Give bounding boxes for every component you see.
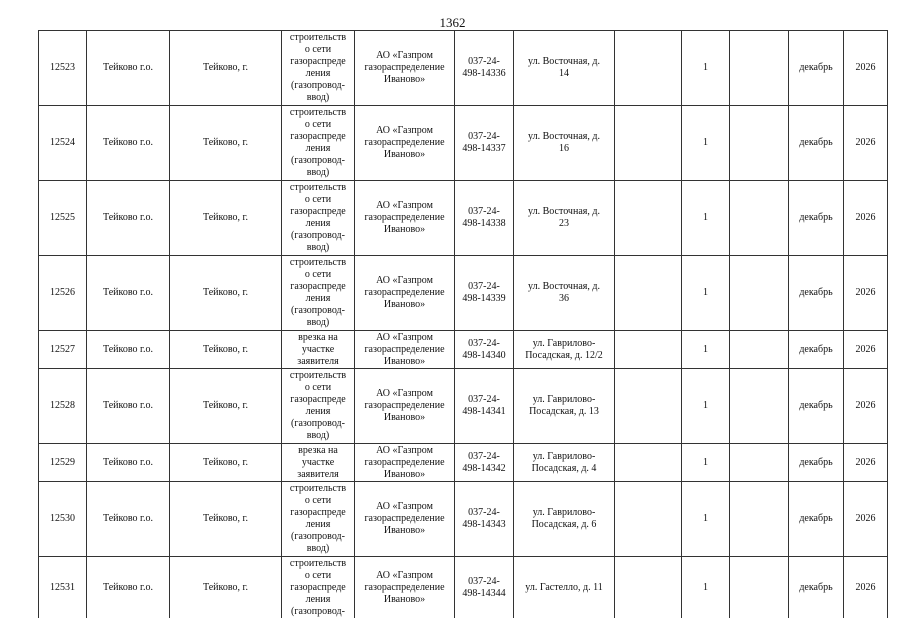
year-cell: 2026 — [844, 31, 888, 106]
row-number: 12531 — [39, 557, 87, 619]
application-code-cell: 037-24- 498-14339 — [455, 256, 514, 331]
month-cell: декабрь — [789, 482, 844, 557]
empty-cell — [730, 557, 789, 619]
year-cell: 2026 — [844, 482, 888, 557]
month-cell: декабрь — [789, 557, 844, 619]
row-number: 12530 — [39, 482, 87, 557]
work-type-cell: строительств о сети газораспреде ления (газопровод- ввод) — [282, 369, 355, 444]
work-type-cell: строительств о сети газораспреде ления (газопровод- ввод) — [282, 31, 355, 106]
district-cell: Тейково г.о. — [87, 331, 170, 369]
quantity-cell: 1 — [682, 369, 730, 444]
application-code-cell: 037-24- 498-14336 — [455, 31, 514, 106]
year-cell: 2026 — [844, 181, 888, 256]
district-cell: Тейково г.о. — [87, 106, 170, 181]
month-cell: декабрь — [789, 369, 844, 444]
work-type-cell: врезка на участке заявителя — [282, 444, 355, 482]
year-cell: 2026 — [844, 369, 888, 444]
organization-cell: АО «Газпром газораспределение Иваново» — [355, 106, 455, 181]
organization-cell: АО «Газпром газораспределение Иваново» — [355, 31, 455, 106]
row-number: 12523 — [39, 31, 87, 106]
locality-cell: Тейково, г. — [170, 31, 282, 106]
locality-cell: Тейково, г. — [170, 444, 282, 482]
empty-cell — [615, 369, 682, 444]
table-row — [39, 557, 888, 619]
work-type-cell: строительств о сети газораспреде ления (газопровод- ввод) — [282, 256, 355, 331]
month-cell: декабрь — [789, 331, 844, 369]
empty-cell — [615, 256, 682, 331]
empty-cell — [730, 369, 789, 444]
table-row — [39, 181, 888, 256]
organization-cell: АО «Газпром газораспределение Иваново» — [355, 482, 455, 557]
application-code-cell: 037-24- 498-14341 — [455, 369, 514, 444]
quantity-cell: 1 — [682, 256, 730, 331]
locality-cell: Тейково, г. — [170, 482, 282, 557]
empty-cell — [730, 31, 789, 106]
quantity-cell: 1 — [682, 181, 730, 256]
address-cell: ул. Гаврилово- Посадская, д. 6 — [514, 482, 615, 557]
row-number: 12527 — [39, 331, 87, 369]
empty-cell — [730, 256, 789, 331]
organization-cell: АО «Газпром газораспределение Иваново» — [355, 557, 455, 619]
address-cell: ул. Гаврилово- Посадская, д. 12/2 — [514, 331, 615, 369]
table-row — [39, 256, 888, 331]
work-type-cell: строительств о сети газораспреде ления (газопровод- ввод) — [282, 482, 355, 557]
month-cell: декабрь — [789, 106, 844, 181]
empty-cell — [615, 31, 682, 106]
empty-cell — [730, 181, 789, 256]
quantity-cell: 1 — [682, 31, 730, 106]
empty-cell — [615, 444, 682, 482]
work-type-cell — [282, 557, 355, 619]
quantity-cell: 1 — [682, 482, 730, 557]
empty-cell — [730, 106, 789, 181]
gasification-schedule-table — [38, 30, 888, 618]
empty-cell — [730, 331, 789, 369]
table-row — [39, 31, 888, 106]
table-row — [39, 369, 888, 444]
table-row — [39, 106, 888, 181]
table-row — [39, 331, 888, 369]
quantity-cell: 1 — [682, 331, 730, 369]
district-cell: Тейково г.о. — [87, 482, 170, 557]
application-code-cell: 037-24- 498-14343 — [455, 482, 514, 557]
year-cell: 2026 — [844, 256, 888, 331]
year-cell: 2026 — [844, 557, 888, 619]
year-cell: 2026 — [844, 444, 888, 482]
work-type-cell: строительств о сети газораспреде ления (газопровод- ввод) — [282, 106, 355, 181]
district-cell: Тейково г.о. — [87, 444, 170, 482]
empty-cell — [615, 106, 682, 181]
empty-cell — [730, 482, 789, 557]
row-number: 12529 — [39, 444, 87, 482]
row-number: 12525 — [39, 181, 87, 256]
month-cell: декабрь — [789, 256, 844, 331]
quantity-cell: 1 — [682, 444, 730, 482]
locality-cell: Тейково, г. — [170, 181, 282, 256]
empty-cell — [615, 181, 682, 256]
district-cell: Тейково г.о. — [87, 181, 170, 256]
empty-cell — [615, 557, 682, 619]
quantity-cell: 1 — [682, 106, 730, 181]
application-code-cell: 037-24- 498-14338 — [455, 181, 514, 256]
organization-cell: АО «Газпром газораспределение Иваново» — [355, 444, 455, 482]
organization-cell: АО «Газпром газораспределение Иваново» — [355, 181, 455, 256]
row-number: 12524 — [39, 106, 87, 181]
application-code-cell: 037-24- 498-14342 — [455, 444, 514, 482]
month-cell: декабрь — [789, 181, 844, 256]
locality-cell: Тейково, г. — [170, 369, 282, 444]
address-cell: ул. Гастелло, д. 11 — [514, 557, 615, 619]
district-cell: Тейково г.о. — [87, 369, 170, 444]
organization-cell: АО «Газпром газораспределение Иваново» — [355, 331, 455, 369]
address-cell: ул. Восточная, д. 36 — [514, 256, 615, 331]
page-number: 1362 — [439, 15, 466, 30]
address-cell: ул. Гаврилово- Посадская, д. 13 — [514, 369, 615, 444]
work-type-cell: врезка на участке заявителя — [282, 331, 355, 369]
quantity-cell: 1 — [682, 557, 730, 619]
month-cell: декабрь — [789, 444, 844, 482]
district-cell: Тейково г.о. — [87, 31, 170, 106]
address-cell: ул. Восточная, д. 14 — [514, 31, 615, 106]
address-cell: ул. Восточная, д. 16 — [514, 106, 615, 181]
table-row — [39, 482, 888, 557]
district-cell: Тейково г.о. — [87, 557, 170, 619]
locality-cell: Тейково, г. — [170, 256, 282, 331]
row-number: 12526 — [39, 256, 87, 331]
application-code-cell: 037-24- 498-14337 — [455, 106, 514, 181]
year-cell: 2026 — [844, 331, 888, 369]
locality-cell: Тейково, г. — [170, 557, 282, 619]
work-type-text: строительств о сети газораспреде ления (газопровод- — [289, 558, 347, 617]
locality-cell: Тейково, г. — [170, 106, 282, 181]
empty-cell — [615, 482, 682, 557]
month-cell: декабрь — [789, 31, 844, 106]
locality-cell: Тейково, г. — [170, 331, 282, 369]
year-cell: 2026 — [844, 106, 888, 181]
application-code-cell: 037-24- 498-14344 — [455, 557, 514, 619]
empty-cell — [615, 331, 682, 369]
work-type-cell: строительств о сети газораспреде ления (газопровод- ввод) — [282, 181, 355, 256]
application-code-cell: 037-24- 498-14340 — [455, 331, 514, 369]
organization-cell: АО «Газпром газораспределение Иваново» — [355, 369, 455, 444]
address-cell: ул. Гаврилово- Посадская, д. 4 — [514, 444, 615, 482]
district-cell: Тейково г.о. — [87, 256, 170, 331]
empty-cell — [730, 444, 789, 482]
organization-cell: АО «Газпром газораспределение Иваново» — [355, 256, 455, 331]
row-number: 12528 — [39, 369, 87, 444]
address-cell: ул. Восточная, д. 23 — [514, 181, 615, 256]
table-row — [39, 444, 888, 482]
